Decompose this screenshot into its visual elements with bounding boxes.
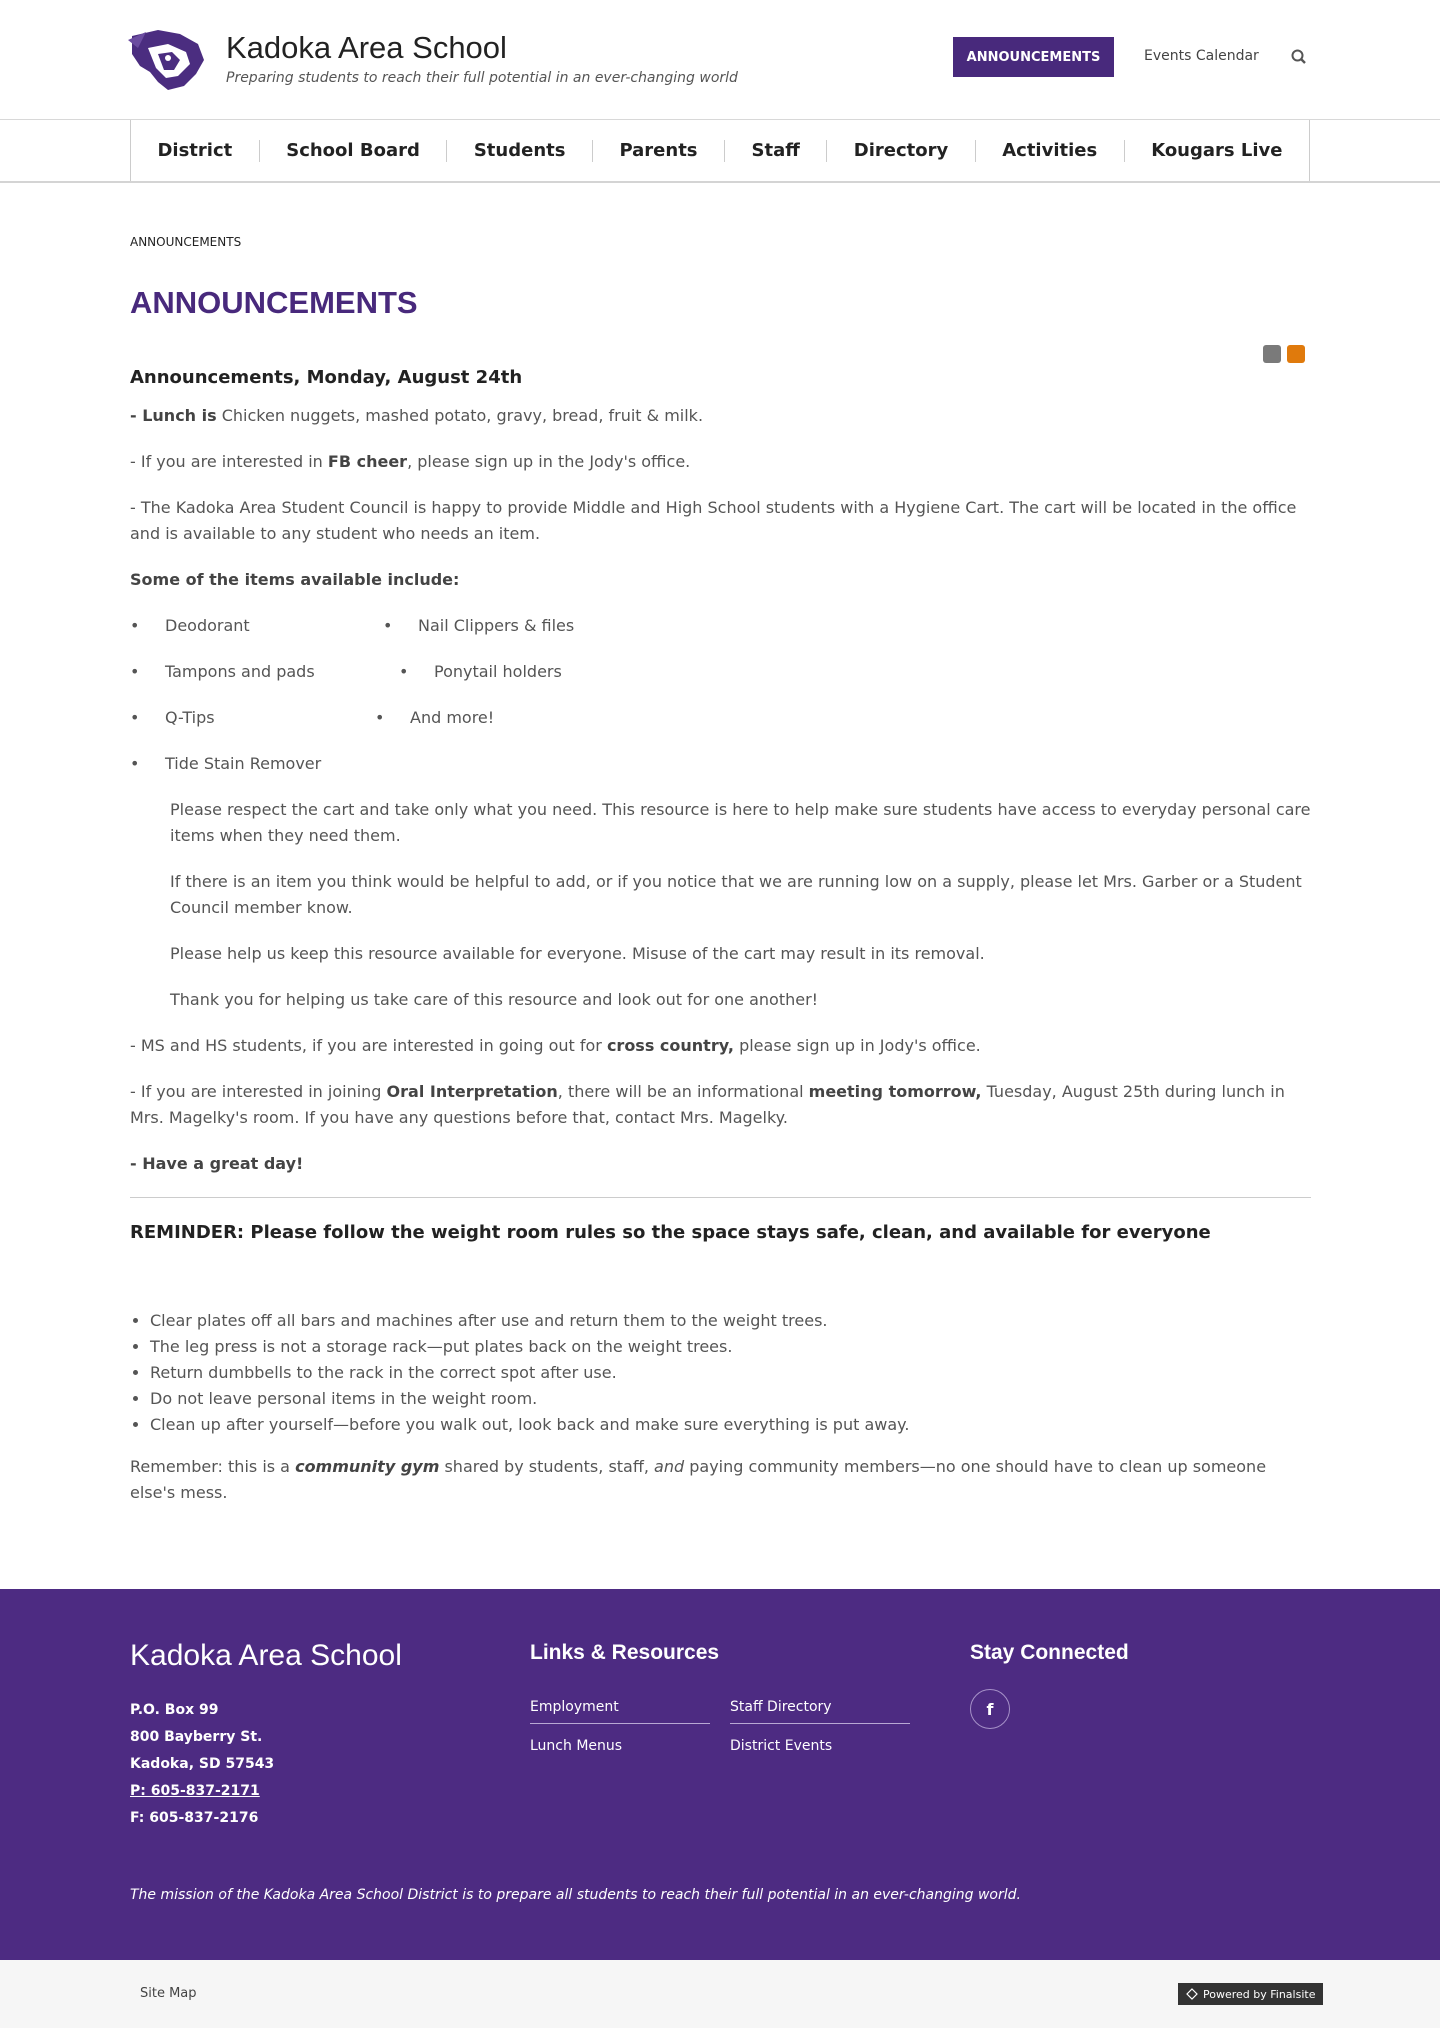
- footer-link-district-events[interactable]: District Events: [730, 1738, 833, 1754]
- announcement-article: [130, 365, 1311, 1526]
- item-ponytail: Ponytail holders: [434, 662, 562, 681]
- cross-country-paragraph: [130, 1033, 1311, 1059]
- cc-bold: cross country,: [606, 1036, 734, 1055]
- respect-paragraph-1: Please respect the cart and take only what you need. This resource is here to help make sure students have access to everyday personal care items when they need them.: [170, 800, 1311, 845]
- remember-italic: and: [654, 1457, 685, 1476]
- lunch-text: Chicken nuggets, mashed potato, gravy, bread, fruit & milk.: [216, 406, 704, 425]
- nav-item-students[interactable]: Students: [447, 140, 593, 162]
- bottom-bar: [0, 1960, 1440, 2028]
- nav-item-parents[interactable]: Parents: [593, 140, 725, 162]
- footer-address: [130, 1697, 274, 1832]
- footer-link-employment[interactable]: Employment: [530, 1699, 710, 1724]
- item-tampons: Tampons and pads: [165, 662, 315, 681]
- search-icon[interactable]: [1290, 48, 1308, 66]
- powered-text: Powered by Finalsite: [1203, 1987, 1316, 2001]
- nav-item-district[interactable]: District: [131, 140, 260, 162]
- hygiene-paragraph: - The Kadoka Area Student Council is happy to provide Middle and High School students with a Hygiene Cart. The cart will be located in the office and is available to any student who needs an item.: [130, 498, 1297, 543]
- bell-icon[interactable]: [1287, 345, 1305, 363]
- oral-interp-paragraph: [130, 1079, 1311, 1131]
- remember-post: paying community members—no one should have to clean up someone else's mess.: [130, 1457, 1267, 1502]
- site-header: [0, 0, 1440, 120]
- great-day-paragraph: [130, 1151, 1311, 1177]
- list-item: • Clear plates off all bars and machines after use and return them to the weight trees.: [150, 1308, 1311, 1334]
- site-title[interactable]: Kadoka Area School: [226, 30, 507, 65]
- powered-by-badge[interactable]: [1178, 1983, 1323, 2005]
- article-heading: Announcements, Monday, August 24th: [130, 367, 523, 388]
- great-day-text: - Have a great day!: [130, 1154, 304, 1173]
- site-footer: [0, 1589, 1440, 1960]
- oi-pre: - If you are interested in joining: [130, 1082, 387, 1101]
- footer-link-staff-directory[interactable]: Staff Directory: [730, 1699, 910, 1724]
- footer-title: Kadoka Area School: [130, 1639, 402, 1672]
- cc-post: please sign up in Jody's office.: [733, 1036, 981, 1055]
- oi-bold1: Oral Interpretation: [386, 1082, 558, 1101]
- address-line: Kadoka, SD 57543: [130, 1756, 275, 1772]
- oi-mid: , there will be an informational: [557, 1082, 809, 1101]
- list-item: • Tide Stain Remover: [130, 751, 1311, 777]
- reminder-heading: REMINDER: Please follow the weight room rules so the space stays safe, clean, and available for everyone: [130, 1222, 1211, 1243]
- remember-bold: community gym: [295, 1457, 440, 1476]
- item-deodorant: Deodorant: [165, 616, 250, 635]
- stay-connected-title: Stay Connected: [970, 1641, 1129, 1664]
- list-item: • Return dumbbells to the rack in the correct spot after use.: [150, 1360, 1311, 1386]
- list-item: • Tampons and pads • Ponytail holders: [130, 659, 1311, 685]
- oi-post: Tuesday, August 25th during lunch in Mrs. Magelky's room. If you have any questions before that, contact Mrs. Magelky.: [130, 1082, 1285, 1127]
- remember-mid: shared by students, staff,: [439, 1457, 655, 1476]
- respect-paragraph-3: Please help us keep this resource available for everyone. Misuse of the cart may result in its removal.: [170, 944, 985, 963]
- list-item: • Clean up after yourself—before you walk out, look back and make sure everything is put away.: [150, 1412, 1311, 1438]
- nav-item-kougars-live[interactable]: Kougars Live: [1151, 139, 1283, 161]
- remember-pre: Remember: this is a: [130, 1457, 296, 1476]
- lunch-paragraph: [130, 403, 1311, 429]
- remember-paragraph: [130, 1454, 1311, 1506]
- fb-post: , please sign up in the Jody's office.: [407, 452, 691, 471]
- site-map-link[interactable]: Site Map: [140, 1986, 197, 2001]
- nav-item-activities[interactable]: Activities: [976, 140, 1125, 162]
- events-calendar-link[interactable]: Events Calendar: [1144, 48, 1259, 64]
- respect-paragraph-4: Thank you for helping us take care of this resource and look out for one another!: [170, 990, 819, 1009]
- facebook-icon[interactable]: f: [970, 1689, 1010, 1729]
- fb-pre: - If you are interested in: [130, 452, 328, 471]
- list-item: • The leg press is not a storage rack—put plates back on the weight trees.: [150, 1334, 1311, 1360]
- rss-icon[interactable]: [1263, 345, 1281, 363]
- footer-link-lunch-menus[interactable]: Lunch Menus: [530, 1738, 623, 1754]
- fb-cheer-paragraph: [130, 449, 1311, 475]
- fb-bold: FB cheer: [327, 452, 408, 471]
- lunch-label: - Lunch is: [130, 406, 217, 425]
- nav-item-directory[interactable]: Directory: [827, 140, 975, 162]
- list-item: • Deodorant • Nail Clippers & files: [130, 613, 1311, 639]
- list-item: • Q-Tips • And more!: [130, 705, 1311, 731]
- item-nail-clippers: Nail Clippers & files: [418, 616, 575, 635]
- oi-bold2: meeting tomorrow,: [808, 1082, 982, 1101]
- address-line: P.O. Box 99: [130, 1702, 219, 1718]
- main-nav: [0, 120, 1440, 183]
- cc-pre: - MS and HS students, if you are interested in going out for: [130, 1036, 607, 1055]
- feed-icons: [1263, 345, 1305, 363]
- announcements-button[interactable]: ANNOUNCEMENTS: [953, 37, 1114, 77]
- nav-item-staff[interactable]: Staff: [725, 140, 827, 162]
- breadcrumb[interactable]: ANNOUNCEMENTS: [130, 235, 242, 249]
- finalsite-icon: [1186, 1988, 1198, 2000]
- respect-paragraph-2: If there is an item you think would be helpful to add, or if you notice that we are running low on a supply, please let Mrs. Garber or a Student Council member know.: [170, 872, 1302, 917]
- weight-room-rules: [130, 1308, 1311, 1438]
- item-tide: Tide Stain Remover: [165, 754, 322, 773]
- cougar-logo[interactable]: [128, 26, 208, 92]
- mission-statement: The mission of the Kadoka Area School District is to prepare all students to reach their full potential in an ever-changing world.: [130, 1887, 1021, 1903]
- nav-item-school-board[interactable]: School Board: [260, 140, 448, 162]
- address-line: 800 Bayberry St.: [130, 1729, 263, 1745]
- links-title: Links & Resources: [530, 1641, 720, 1664]
- site-tagline: Preparing students to reach their full potential in an ever-changing world: [226, 70, 738, 86]
- item-qtips: Q-Tips: [165, 708, 215, 727]
- list-item: • Do not leave personal items in the weight room.: [150, 1386, 1311, 1412]
- nav-list: [130, 120, 1310, 181]
- divider: [130, 1197, 1311, 1198]
- fax-number: F: 605-837-2176: [130, 1810, 259, 1826]
- items-heading: [130, 567, 1311, 593]
- page-title: ANNOUNCEMENTS: [130, 285, 418, 320]
- items-heading-text: Some of the items available include:: [130, 570, 460, 589]
- phone-link[interactable]: P: 605-837-2171: [130, 1783, 260, 1799]
- item-more: And more!: [410, 708, 495, 727]
